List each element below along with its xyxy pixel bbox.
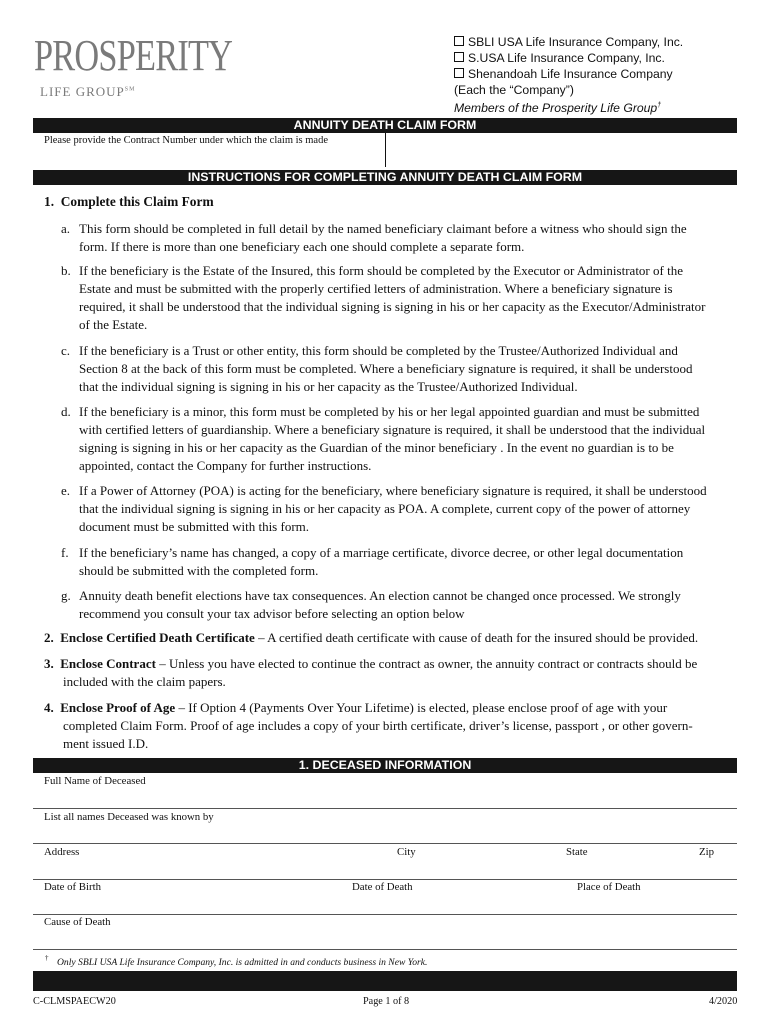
instruction-1d-text: If the beneficiary is a minor, this form must be completed by his or her legal appointed guardian and must be submitted with certified letters of guardianship. Where a beneficiary signature is required, it shall be understood that the individual signing is signing in his or her capacity as the Guardian of the minor beneficiary . In the event no guardian is to be appointed, contact the Company for further instructions. [79, 404, 706, 473]
instruction-1e-letter: e. [61, 483, 71, 498]
place-of-death-label: Place of Death [577, 881, 641, 893]
instruction-item-4: 4. Enclose Proof of Age – If Option 4 (Payments Over Your Lifetime) is elected, please enclose proof of age with your completed Claim Form. Proof of age includes a copy of your birth certificate, driver’s license, passport , or other govern- ment issued I.D. [44, 700, 693, 751]
contract-number-input[interactable] [386, 133, 736, 167]
full-name-label: Full Name of Deceased [44, 775, 146, 787]
instruction-1b-text: If the beneficiary is the Estate of the Insured, this form should be completed by the Executor or Administrator of the Estate and must be submitted with the properly certified letters of administration. Where a beneficiary signature is required, it shall be understood that the individual signing is signing in his or her capacity as the Executor/Administrator of the Estate. [79, 263, 706, 332]
instruction-1c-letter: c. [61, 343, 71, 358]
section-1-title-bar: 1. DECEASED INFORMATION [33, 758, 737, 773]
company-option-shenandoah[interactable]: Shenandoah Life Insurance Company [454, 66, 683, 82]
form-title-bar: ANNUITY DEATH CLAIM FORM [33, 118, 737, 133]
date-of-death-label: Date of Death [352, 881, 413, 893]
instruction-1a-letter: a. [61, 221, 71, 236]
instruction-item-2-heading: Enclose Certified Death Certificate [60, 630, 255, 645]
instruction-1a-text: This form should be completed in full detail by the named beneficiary claimant before a witness who should sign the form. If there is more than one beneficiary each one should complete a separate form. [79, 221, 687, 254]
cause-of-death-label: Cause of Death [44, 916, 111, 928]
instruction-item-4-heading: Enclose Proof of Age [60, 700, 176, 715]
footnote-mark: † [45, 954, 49, 962]
instruction-1e-text: If a Power of Attorney (POA) is acting for the beneficiary, where beneficiary signature is required, it shall be understood that the individual signing is signing in his or her capacity as POA. A complete, current copy of the power of attorney document must be submitted with this form. [79, 483, 707, 534]
field-divider [33, 914, 737, 915]
dates-row-inputs[interactable] [33, 881, 737, 914]
instructions-title-bar: INSTRUCTIONS FOR COMPLETING ANNUITY DEATH CLAIM FORM [33, 170, 737, 185]
form-code: C-CLMSPAECW20 [33, 996, 116, 1007]
revision-date: 4/2020 [709, 996, 738, 1007]
instruction-item-3-heading: Enclose Contract [60, 656, 156, 671]
all-names-input[interactable] [33, 811, 737, 844]
company-each-note: (Each the “Company”) [454, 83, 574, 97]
field-divider [33, 879, 737, 880]
city-label: City [397, 846, 416, 858]
instruction-1g-text: Annuity death benefit elections have tax consequences. An election cannot be changed once processed. We strongly recommend you consult your tax advisor before selecting an option below [79, 588, 681, 621]
company-checkbox-list [454, 34, 683, 116]
service-mark: SM [124, 86, 136, 93]
all-names-label: List all names Deceased was known by [44, 811, 214, 823]
instruction-1c-text: If the beneficiary is a Trust or other entity, this form should be completed by the Trustee/Authorized Individual and Section 8 at the back of this form must be completed. Where a beneficiary signature is required, it shall be understood that the individual signing is signing in his or her capacity as the Trustee/Authorized Individual. [79, 343, 693, 394]
company-logo: PROSPERITY [34, 31, 233, 80]
footer-bar [33, 971, 737, 991]
cause-of-death-input[interactable] [33, 916, 737, 949]
instruction-1f-text: If the beneficiary’s name has changed, a copy of a marriage certificate, divorce decree, or other legal documentation should be submitted with the completed form. [79, 545, 684, 578]
field-divider [33, 808, 737, 809]
instruction-item-1-heading: 1. Complete this Claim Form [44, 194, 214, 209]
checkbox-icon[interactable] [454, 68, 464, 78]
instruction-item-2: 2. Enclose Certified Death Certificate – A certified death certificate with cause of death for the insured should be provided. [44, 630, 699, 645]
instruction-1g-letter: g. [61, 588, 71, 603]
full-name-input[interactable] [33, 775, 737, 808]
company-option-sbli[interactable]: SBLI USA Life Insurance Company, Inc. [454, 34, 683, 50]
zip-label: Zip [699, 846, 714, 858]
instruction-1d-letter: d. [61, 404, 71, 419]
instruction-1b-letter: b. [61, 263, 71, 278]
field-divider [33, 949, 737, 950]
members-note: Members of the Prosperity Life Group† [454, 101, 662, 116]
address-label: Address [44, 846, 80, 858]
checkbox-icon[interactable] [454, 52, 464, 62]
company-logo-subtitle: LIFE GROUP℠ [40, 84, 136, 99]
state-label: State [566, 846, 588, 858]
date-of-birth-label: Date of Birth [44, 881, 101, 893]
checkbox-icon[interactable] [454, 36, 464, 46]
field-divider [33, 843, 737, 844]
footnote-text: Only SBLI USA Life Insurance Company, Inc. is admitted in and conducts business in New York. [57, 957, 428, 968]
instruction-item-3: 3. Enclose Contract – Unless you have elected to continue the contract as owner, the annuity contract or contracts should be included with the claim papers. [44, 656, 698, 689]
address-row-inputs[interactable] [33, 846, 737, 879]
contract-number-label: Please provide the Contract Number under which the claim is made [44, 135, 328, 146]
page-number: Page 1 of 8 [363, 996, 410, 1007]
company-option-susa[interactable]: S.USA Life Insurance Company, Inc. [454, 50, 683, 66]
instruction-1f-letter: f. [61, 545, 69, 560]
